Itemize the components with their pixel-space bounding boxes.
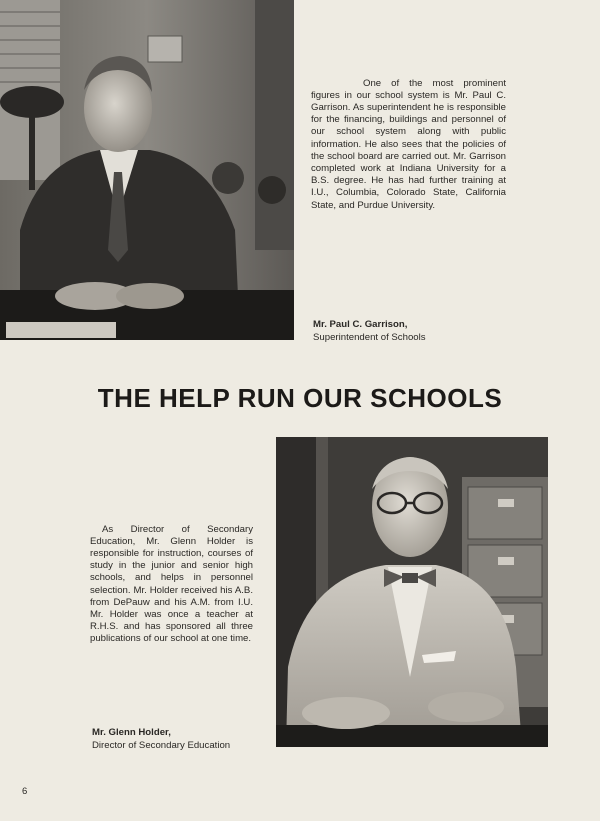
holder-paragraph: As Director of Secondary Education, Mr. Glenn Holder is responsible for instruction, courses of study in the junior and senior high schools, and helps in personnel selection. Mr. Holder received his A.B. from DePauw and his A.M. from I.U. Mr. Holder was once a teacher at R.H.S. and has sponsored all three publications of our school at one time.: [90, 523, 253, 645]
garrison-caption: [313, 319, 426, 344]
photo-garrison-portrait: [0, 0, 294, 340]
garrison-paragraph: One of the most prominent figures in our school system is Mr. Paul C. Garrison. As superintendent he is responsible for the financing, buildings and personnel of our school system along with public information. He also sees that the policies of the school board are carried out. Mr. Garrison completed work at Indiana University for a B.S. degree. He has had further training at I.U., Columbia, Colorado State, California State, and Purdue University.: [311, 77, 506, 211]
garrison-caption-name: Mr. Paul C. Garrison,: [313, 319, 408, 330]
holder-caption-name: Mr. Glenn Holder,: [92, 727, 171, 738]
holder-photo-image: [276, 437, 548, 747]
garrison-caption-title: Superintendent of Schools: [313, 331, 426, 343]
holder-caption: [92, 727, 230, 752]
garrison-photo-image: [0, 0, 294, 340]
photo-holder-portrait: [276, 437, 548, 747]
holder-caption-title: Director of Secondary Education: [92, 739, 231, 751]
page-number: 6: [22, 786, 28, 797]
page-headline: THE HELP RUN OUR SCHOOLS: [97, 383, 503, 413]
